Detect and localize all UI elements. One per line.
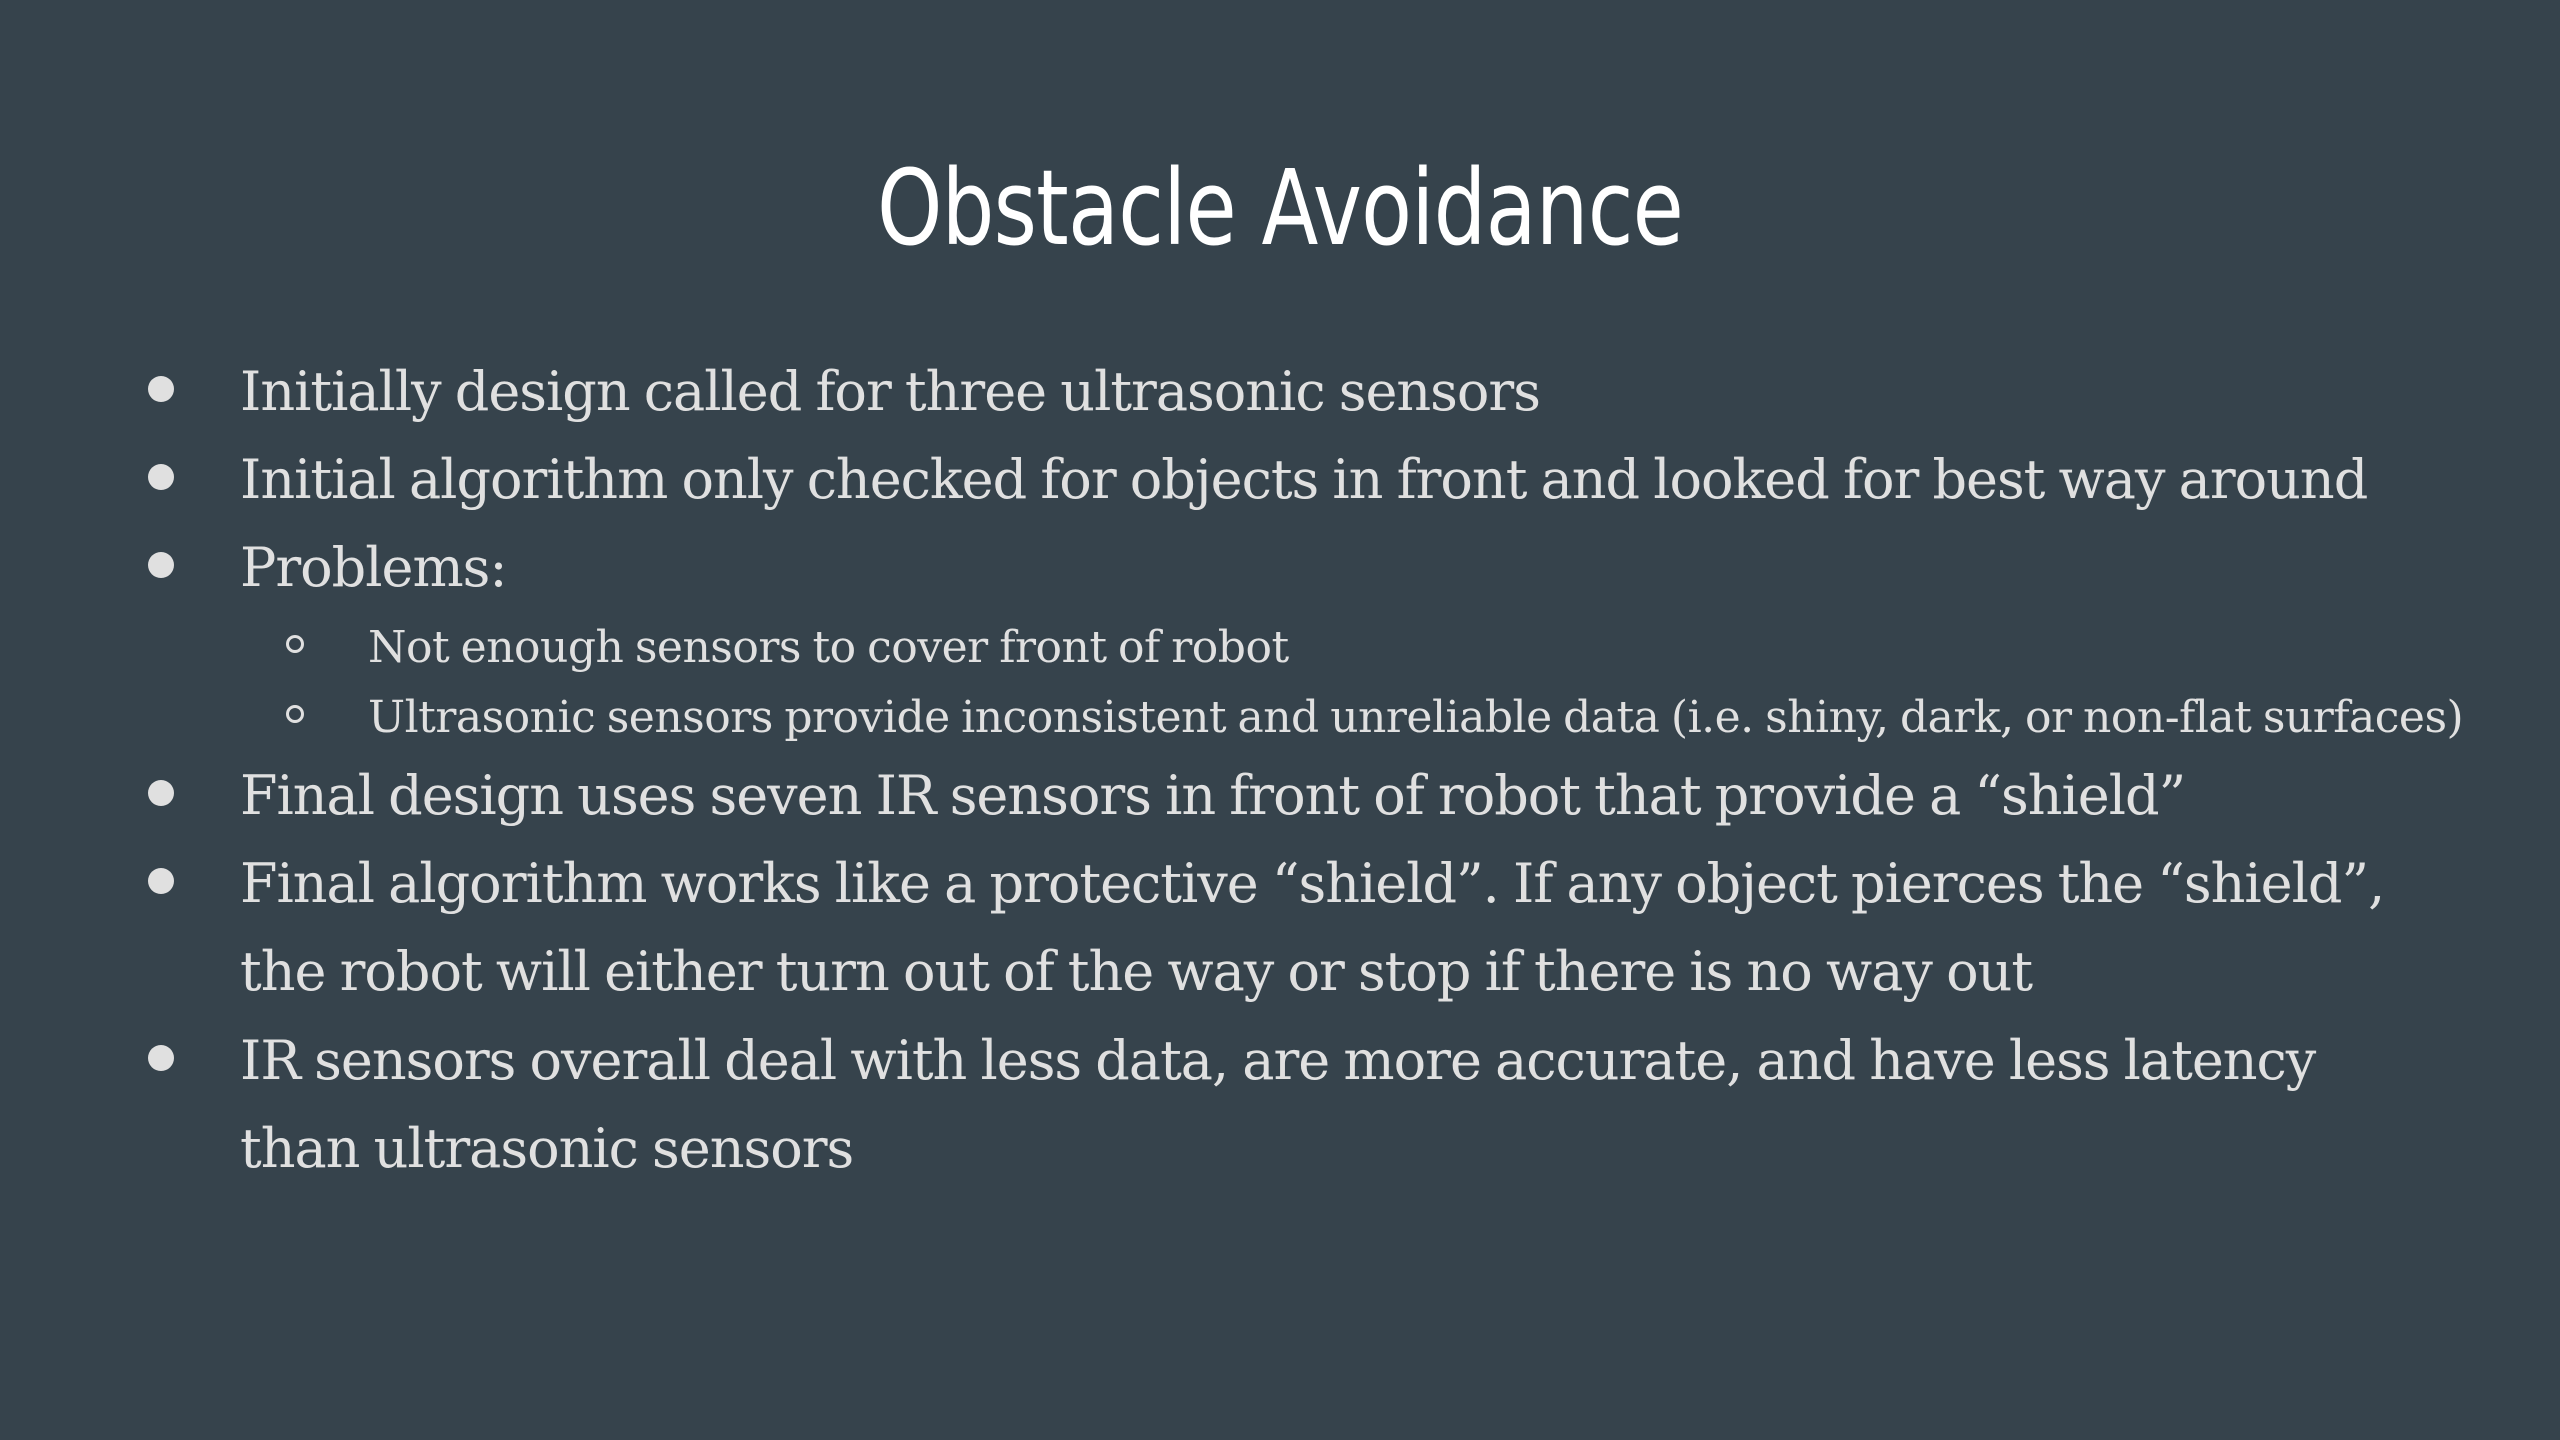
bullet-dot-icon [148, 868, 174, 894]
bullet-text: Final algorithm works like a protective “shield”. If any object pierces the “shield”, the robot will either turn out of the way or stop if there is no way out [240, 852, 2385, 1003]
bullet-item [240, 752, 2440, 840]
sub-bullet-text: Ultrasonic sensors provide inconsistent and unreliable data (i.e. shiny, dark, or non-flat surfaces) [368, 692, 2464, 743]
bullet-dot-icon [148, 464, 174, 490]
bullet-dot-icon [148, 552, 174, 578]
sub-bullet-item [368, 613, 2468, 683]
sub-bullet-item [368, 683, 2468, 753]
slide-title: Obstacle Avoidance [876, 147, 1684, 269]
bullet-text: Initial algorithm only checked for objects in front and looked for best way around [240, 448, 2368, 511]
bullet-item [240, 348, 2440, 436]
bullet-ring-icon [286, 705, 304, 723]
bullet-text: Initially design called for three ultrasonic sensors [240, 360, 1540, 423]
bullet-ring-icon [286, 635, 304, 653]
bullet-text: Final design uses seven IR sensors in front of robot that provide a “shield” [240, 764, 2186, 827]
bullet-text: Problems: [240, 536, 507, 599]
bullet-dot-icon [148, 376, 174, 402]
bullet-dot-icon [148, 780, 174, 806]
bullet-item [240, 524, 2440, 612]
bullet-item [240, 436, 2440, 524]
bullet-dot-icon [148, 1045, 174, 1071]
bullet-item [240, 1017, 2440, 1193]
sub-bullet-text: Not enough sensors to cover front of robot [368, 622, 1289, 673]
bullet-item [240, 840, 2440, 1016]
bullet-text: IR sensors overall deal with less data, are more accurate, and have less latency than ultrasonic sensors [240, 1029, 2316, 1180]
